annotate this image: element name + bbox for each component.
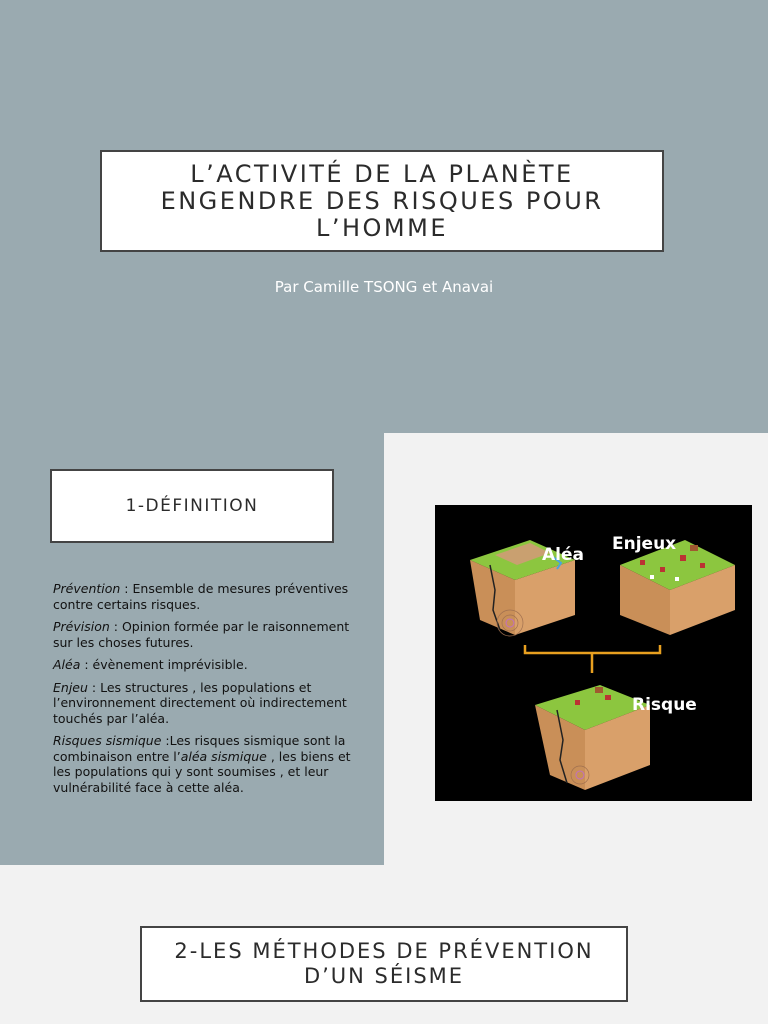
definition-heading-box [50, 469, 334, 543]
enjeux-label: Enjeux [612, 534, 677, 554]
alea-label: Aléa [542, 545, 584, 565]
slide-subtitle: Par Camille TSONG et Anavai [274, 278, 494, 296]
definition-term: Enjeu [53, 679, 88, 695]
definition-panel [0, 433, 384, 865]
definition-item [53, 680, 353, 727]
definition-term: Prévision [53, 619, 110, 634]
methods-heading: 2-LES MÉTHODES DE PRÉVENTION D’UN SÉISME [174, 939, 594, 988]
slide-title: L’ACTIVITÉ DE LA PLANÈTE ENGENDRE DES RISQUES POUR L’HOMME [160, 159, 604, 242]
definition-separator: : [120, 581, 133, 596]
definition-text: :Les risques sismique sont la combinaison entre l’ [53, 733, 346, 764]
title-slide [0, 0, 768, 433]
title-box [100, 150, 664, 252]
definition-separator: : [109, 619, 122, 634]
definition-item [53, 657, 353, 673]
risque-label: Risque [632, 695, 697, 715]
definition-term: Aléa [53, 657, 81, 672]
definition-text: évènement imprévisible. [92, 657, 248, 672]
risk-diagram-image [435, 505, 752, 801]
definition-text: , les biens et les populations qui y sont soumises , et leur vulnérabilité face à cette aléa. [53, 748, 351, 795]
definition-separator: : [87, 679, 101, 695]
definition-emphasis: aléa sismique [180, 748, 267, 764]
enjeux-block [620, 540, 735, 635]
definition-text: Opinion formée par le raisonnement sur les choses futures. [53, 619, 350, 650]
definition-item [53, 733, 353, 795]
figure-panel [384, 433, 768, 865]
risk-diagram-svg [435, 505, 752, 801]
definitions-list [53, 581, 353, 802]
definition-item [53, 619, 353, 650]
definition-term: Prévention [53, 581, 121, 596]
definition-text: Les structures , les populations et l’environnement directement où indirectement touchés par l’aléa. [53, 679, 347, 726]
methods-heading-box [140, 926, 628, 1002]
definition-item [53, 581, 353, 612]
connector-bracket [525, 645, 660, 673]
definition-text: Ensemble de mesures préventives contre certains risques. [53, 581, 349, 612]
definition-separator: : [80, 657, 93, 672]
definition-term: Risques sismique [53, 733, 162, 748]
definition-heading: 1-DÉFINITION [125, 496, 259, 516]
